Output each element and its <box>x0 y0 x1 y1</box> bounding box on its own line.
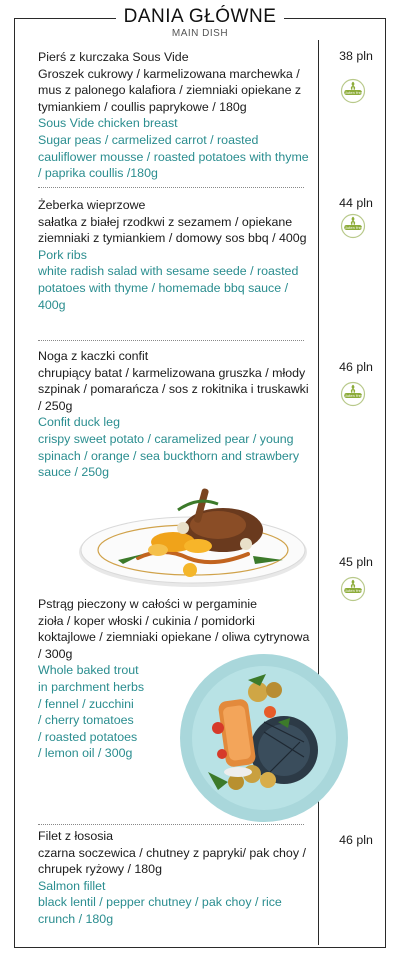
dish-desc-en-line: / roasted potatoes <box>38 729 138 744</box>
dish-desc-en-line: / fennel / zucchini <box>38 696 134 711</box>
separator <box>38 824 304 825</box>
dish-chicken <box>38 49 310 182</box>
dish-desc-en-line: / cherry tomatoes <box>38 713 134 728</box>
dish-name-en: Confit duck leg <box>38 415 120 430</box>
gluten-free-icon <box>340 78 366 104</box>
dish-ribs <box>38 197 310 313</box>
dish-desc-pl: chrupiący batat / karmelizowana gruszka / młody szpinak / pomarańcza / sos z rokitnika i truskawki / 250g <box>38 365 309 413</box>
dish-name-en: Pork ribs <box>38 247 87 262</box>
dish-desc-pl: sałatka z białej rzodkwi z sezamem / opiekane ziemniaki z tymiankiem / domowy sos bbq / 400g <box>38 214 307 246</box>
dish-desc-pl: zioła / koper włoski / cukinia / pomidorki koktajlowe / ziemniaki opiekane / oliwa cytrynowa / 300g <box>38 613 310 661</box>
dish-name-pl: Noga z kaczki confit <box>38 349 149 363</box>
separator <box>38 187 304 188</box>
section-title: DANIA GŁÓWNE <box>116 6 285 28</box>
dish-name-pl: Żeberka wieprzowe <box>38 198 146 212</box>
separator <box>38 340 304 341</box>
price: 46 pln <box>339 833 373 847</box>
dish-desc-pl: Groszek cukrowy / karmelizowana marchewka / mus z palonego kalafiora / ziemniaki opiekane z tymiankiem / coullis paprykowe / 180g <box>38 66 302 114</box>
dish-duck <box>38 348 310 481</box>
dish-desc-en: white radish salad with sesame seede / roasted potatoes with thyme / homemade bbq sauce / 400g <box>38 264 299 312</box>
dish-name-en: Sous Vide chicken breast <box>38 116 178 131</box>
dish-salmon <box>38 828 310 928</box>
dish-name-pl: Pierś z kurczaka Sous Vide <box>38 50 189 64</box>
dish-desc-en: Sugar peas / carmelized carrot / roasted cauliflower mousse / roasted potatoes with thyme / paprika coullis /180g <box>38 132 309 181</box>
section-subtitle: MAIN DISH <box>171 28 229 39</box>
dish-name-pl: Pstrąg pieczony w całości w pergaminie <box>38 597 257 611</box>
dish-desc-en: black lentil / pepper chutney / pak choy / rice crunch / 180g <box>38 895 282 926</box>
dish-desc-en-line: in parchment herbs <box>38 679 145 694</box>
gluten-free-icon <box>340 576 366 602</box>
price: 44 pln <box>339 196 373 210</box>
price: 46 pln <box>339 360 373 374</box>
duck-dish-photo <box>78 480 308 590</box>
gluten-free-icon <box>340 381 366 407</box>
dish-desc-en-line: / lemon oil / 300g <box>38 746 133 761</box>
dish-name-en: Whole baked trout <box>38 663 139 678</box>
dish-name-en: Salmon fillet <box>38 878 106 893</box>
dish-desc-en: crispy sweet potato / caramelized pear / young spinach / orange / sea buckthorn and strawbery sauce / 250g <box>38 431 300 480</box>
dish-desc-pl: czarna soczewica / chutney z papryki/ pak choy / chrupek ryżowy / 180g <box>38 845 306 877</box>
price: 45 pln <box>339 555 373 569</box>
menu-header <box>0 6 400 39</box>
gluten-free-icon <box>340 213 366 239</box>
trout-dish-photo <box>178 652 350 822</box>
dish-name-pl: Filet z łososia <box>38 829 114 843</box>
price: 38 pln <box>339 49 373 63</box>
